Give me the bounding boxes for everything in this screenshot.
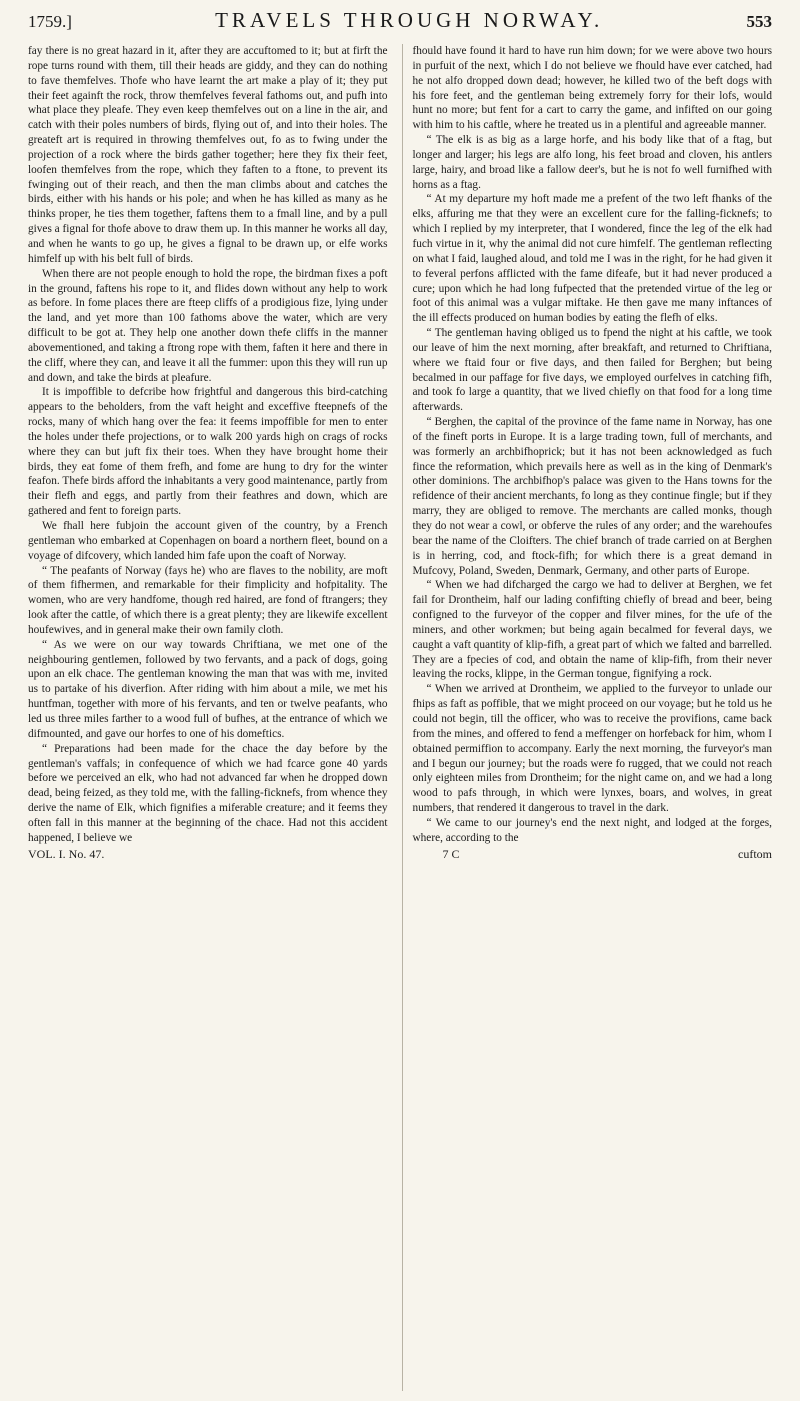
- paragraph: “ The elk is as big as a large horfe, and his body like that of a ftag, but longer and larger; his legs are alfo long, his feet broad and cloven, his antlers large, hairy, and broad like a fallow deer's, but he is not fo well furnifhed with horns as a ftag.: [412, 134, 772, 191]
- text-columns: [28, 44, 772, 1391]
- paragraph: “ The gentleman having obliged us to fpend the night at his caftle, we took our leave of him the next morning, after breakfaft, and returned to Chriftiana, where we ftaid four or five days, and then failed for Berghen; but being becalmed in our paffage for five days, we employed ourfelves in catching fifh, and took fo large a quantity, that we lived chiefly on that food for a long time afterwards.: [412, 327, 772, 414]
- paragraph: “ At my departure my hoft made me a prefent of the two left fhanks of the elks, affuring me that they were an excellent cure for the falling-ficknefs; to which I replied by my interpreter, that I wondered, fince the leg of the elk had fuch virtue in it, why the animal did not cure himfelf. The gentleman reflecting on what I faid, laughed aloud, and told me I was in the right, for he had given it to feveral perfons afflicted with the fame difeafe, but it had never produced a cure; upon which he had long fufpected that the pretended virtue of the leg or foot of this animal was a vulgar miftake. He then gave me many inftances of the ill effects produced on human bodies by eating the flefh of elks.: [412, 193, 772, 325]
- paragraph: “ Preparations had been made for the chace the day before by the gentleman's vaffals; in confequence of which we had fcarce gone 40 yards before we perceived an elk, who had not advanced far when he dropped down dead, being feized, as they told me, with the falling-ficknefs, from whence they derive the name of Elk, which fignifies a miferable creature; and it feems they often fall in this manner at the beginning of the chace. Had not this accident happened, I believe we: [28, 742, 388, 844]
- catchword: cuftom: [738, 846, 772, 861]
- paragraph: “ Berghen, the capital of the province of the fame name in Norway, has one of the fineft ports in Europe. It is a large trading town, full of merchants, and was formerly an archbifhoprick; but it has not been acknowledged as fuch fince the reformation, which prevails here as well as in the king of Denmark's other dominions. The archbifhop's palace was given to the Hans towns for the refidence of their ancient merchants, fo long as they continue fingle; but if they marry, they are obliged to remove. The merchants are called monks, though they do not wear a cowl, or obferve the rules of any order; and the warehoufes bear the name of the Cloifters. The chief branch of trade carried on at Berghen is in herring, cod, and ftock-fifh; for which there is a great demand in Mufcovy, Poland, Sweden, Denmark, Germany, and other parts of Europe.: [412, 416, 772, 577]
- signature-mark: 7 C: [442, 846, 460, 861]
- right-column: [402, 44, 773, 1391]
- running-head-year: 1759.]: [28, 12, 72, 31]
- volume-footer: VOL. I. No. 47.: [28, 846, 105, 861]
- paragraph: “ We came to our journey's end the next night, and lodged at the forges, where, according to the: [412, 816, 772, 844]
- paragraph: We fhall here fubjoin the account given of the country, by a French gentleman who embarked at Copenhagen on board a northern fleet, bound on a voyage of difcovery, which landed him fafe upon the coaft of Norway.: [28, 520, 388, 562]
- paragraph: “ The peafants of Norway (fays he) who are flaves to the nobility, are moft of them fifhermen, and remarkable for their fimplicity and hofpitality. The women, who are very handfome, though red haired, are fond of ftrangers; they look after the cattle, of which there is a great plenty; they are likewife excellent houfewives, and in general make their own family cloth.: [28, 564, 388, 636]
- paragraph: When there are not people enough to hold the rope, the birdman fixes a poft in the ground, faftens his rope to it, and flides down without any help to work as before. In fome places there are fteep cliffs of a prodigious fize, lying under the land, and yet more than 100 fathoms above the water, which are very difficult to be got at. They help one another down thefe cliffs in the manner abovementioned, and taking a ftrong rope with them, faften it here and there in the cliff, where they can, and leave it all the fummer: upon this they will run up and down, and take the birds at pleafure.: [28, 267, 388, 384]
- paragraph: “ When we had difcharged the cargo we had to deliver at Berghen, we fet fail for Drontheim, half our lading confifting chiefly of bread and beer, being configned to the furveyor of the copper and filver mines, for the ufe of the miners, and other workmen; but being again becalmed for feveral days, we caught a vaft quantity of klip-fifh, a great part of which we falted and barrelled. They are a fpecies of cod, and obtain the name of klip-fifh, from their never leaving the rocks, klippe, in the German tongue, fignifying a rock.: [412, 579, 772, 681]
- page-number: 553: [746, 12, 772, 31]
- paragraph: “ When we arrived at Drontheim, we applied to the furveyor to unlade our fhips as faft as poffible, that we might proceed on our voyage; but he told us he could not begin, till the officer, who was to receive the provifions, came back from the mines, and offered to fend a meffenger on horfeback for him, whom I obtained permiffion to accompany. Early the next morning, the furveyor's man and I begun our journey; but the roads were fo rugged, that we could not reach only eighteen miles from Drontheim; for the night came on, and we had a long wood to pafs through, in which were lynxes, boars, and wolves, in great numbers, that rendered it dangerous to travel in the dark.: [412, 683, 772, 815]
- paragraph: fhould have found it hard to have run him down; for we were above two hours in purfuit of the next, which I do not believe we fhould have ever catched, had he not alfo dropped down dead; however, he killed two of the beft dogs with his fore feet, and the gentleman being extremely forry for their lofs, would hunt no more; but fent for a cart to carry the game, and infifted on our going with him to his caftle, where he treated us in a plentiful and agreeable manner.: [412, 45, 772, 132]
- running-head-title: TRAVELS THROUGH NORWAY.: [215, 8, 604, 32]
- paragraph: It is impoffible to defcribe how frightful and dangerous this bird-catching appears to the beholders, from the vaft height and exceffive fteepnefs of the rocks, many of which hang over the fea: it feems impoffible for men to enter the holes under thefe projections, or to walk 200 yards high on crags of rocks where they can but juft fix their toes. When they have brought home their birds, they eat fome of them frefh, and fome are hung to dry for the winter feafon. Thefe birds afford the inhabitants a very good maintenance, partly from their flefh and eggs, and partly from their feathres and down, which are gathered and fent to foreign parts.: [28, 386, 388, 518]
- signature-line: [413, 847, 773, 862]
- left-column: [28, 44, 388, 1391]
- paragraph: fay there is no great hazard in it, after they are accuftomed to it; but at firft the rope turns round with them, till their heads are giddy, and they can do nothing to fave themfelves. Thofe who have learnt the art make a play of it; they put their feet againft the rock, throw themfelves feveral fathoms out, and pufh into what place they pleafe. They even keep themfelves out on a line in the air, and catch with their poles numbers of birds, flying out of, and into their holes. The greateft art is required in throwing themfelves out, fo as to fwing under the projection of a rock where the birds gather together; here they fix their feet, loofen themfelves from the rope, which they faften to a ftone, to prevent its fwinging out of their reach, and then the man climbs about and catches the birds, either with his hands or his pole; and when he has killed as many as he thinks proper, he ties them together, faftens them to a fmall line, and by a pull gives a fignal for thofe above to draw them up. In this manner he works all day, and when he wants to go up, he gives a fignal to be drawn up, or elfe works himfelf up with his belt full of birds.: [28, 45, 388, 265]
- paragraph: “ As we were on our way towards Chriftiana, we met one of the neighbouring gentlemen, followed by two fervants, and a pack of dogs, going upon an elk chace. The gentleman knowing the man that was with me, invited us to partake of his diverfion. After riding with him about a mile, we met his huntfman, together with more of his fervants, and ten or twelve peafants, who led us three miles farther to a wood full of bufhes, at the entrance of which we difmounted, and gave our horfes to one of his domeftics.: [28, 638, 388, 740]
- running-head: [28, 8, 772, 42]
